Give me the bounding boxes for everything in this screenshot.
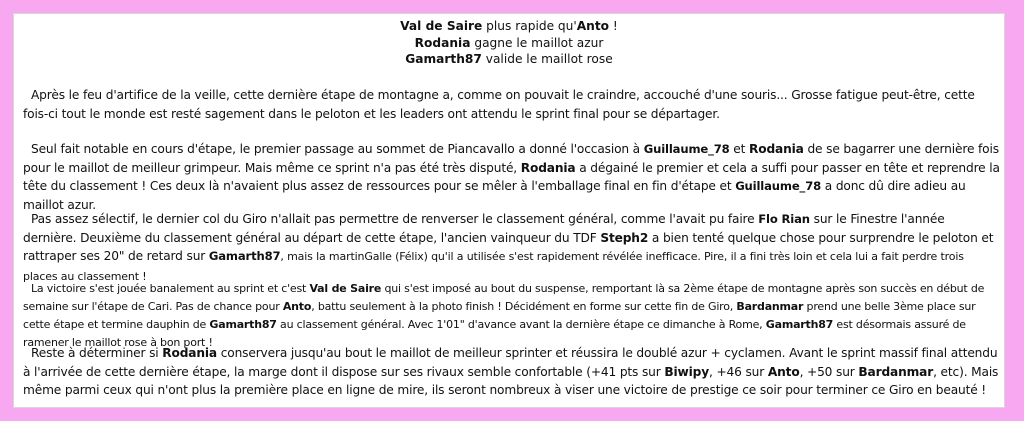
- rider-name: Guillaume_78: [643, 142, 730, 156]
- article-frame: [13, 13, 1005, 408]
- rider-name: Gamarth87: [209, 318, 277, 331]
- rider-name: Bardanmar: [736, 300, 804, 313]
- rider-name: Biwipy: [664, 364, 710, 379]
- rider-name: Anto: [767, 364, 800, 379]
- rider-name: Rodania: [749, 142, 804, 156]
- rider-name: Val de Saire: [309, 282, 382, 295]
- rider-name: Bardanmar: [858, 364, 934, 379]
- paragraph-5: Reste à déterminer si Rodania conservera jusqu'au bout le maillot de meilleur sprinter et réussira le doublé azur + cyclamen. Avant le sprint massif final attendu à l'arrivée de cette dernière étape, la marge dont il dispose sur ses rivaux semble confortable (+41 pts sur Biwipy, +46 sur Anto, +50 sur Bardanmar, etc). Mais même parmi ceux qui n'ont plus la première place en ligne de mire, ils seront nombreux à viser une victoire de prestige ce soir pour terminer ce Giro en beauté !: [23, 346, 999, 397]
- rider-name: Gamarth87: [208, 249, 281, 263]
- rider-name: Rodania: [414, 35, 471, 50]
- rider-name: Anto: [576, 19, 610, 33]
- paragraph-2: Seul fait notable en cours d'étape, le premier passage au sommet de Piancavallo a donné l'occasion à Guillaume_78 et Rodania de se bagarrer une dernière fois pour le maillot de meilleur grimpeur. Mais même ce sprint n'a pas été très disputé, Rodania a dégainé le premier et cela a suffi pour passer en tête et reprendre la tête du classement ! Ces deux là n'avaient plus assez de ressources pour se mêler à l'emballage final en fin d'étape et Guillaume_78 a donc dû dire adieu au maillot azur.: [23, 142, 1000, 212]
- rider-name: Guillaume_78: [735, 179, 822, 193]
- headline-line-3: Gamarth87 valide le maillot rose: [405, 52, 613, 66]
- paragraph-4: La victoire s'est jouée banalement au sprint et c'est Val de Saire qui s'est imposé au bout du suspense, remportant là sa 2ème étape de montagne après son succès en début de semaine sur l'étape de Cari. Pas de chance pour Anto, battu seulement à la photo finish ! Décidément en forme sur cette fin de Giro, Bardanmar prend une belle 3ème place sur cette étape et termine dauphin de Gamarth87 au classement général. Avec 1'01" d'avance avant la dernière étape ce dimanche à Rome, Gamarth87 est désormais assuré de ramener le maillot rose à bon port !: [23, 282, 985, 349]
- rider-name: Rodania: [520, 160, 576, 175]
- rider-name: Steph2: [600, 230, 649, 245]
- paragraph-1: Après le feu d'artifice de la veille, cette dernière étape de montagne a, comme on pouvait le craindre, accouché d'une souris... Grosse fatigue peut-être, cette fois-ci tout le monde est resté sagement dans le peloton et les leaders ont attendu le sprint final pour se départager.: [23, 88, 975, 121]
- paragraph-3: Pas assez sélectif, le dernier col du Giro n'allait pas permettre de renverser le classement général, comme l'avait pu faire Flo Rian sur le Finestre l'année dernière. Deuxième du classement général au départ de cette étape, l'ancien vainqueur du TDF Steph2 a bien tenté quelque chose pour surprendre le peloton et rattraper ses 20" de retard sur Gamarth87, mais la martinGalle (Félix) qu'il a utilisée s'est rapidement révélée inefficace. Pire, il a fini très loin et cela lui a fait perdre trois places au classement !: [23, 212, 994, 283]
- headline-line-1: Val de Saire plus rapide qu'Anto !: [400, 19, 618, 33]
- rider-name: Anto: [282, 300, 312, 313]
- rider-name: Rodania: [162, 346, 217, 360]
- rider-name: Flo Rian: [758, 212, 810, 226]
- rider-name: Gamarth87: [765, 318, 834, 331]
- headline-block: [14, 18, 1004, 68]
- rider-name: Gamarth87: [405, 52, 482, 66]
- rider-name: Val de Saire: [400, 19, 483, 33]
- headline-line-2: Rodania gagne le maillot azur: [414, 35, 604, 50]
